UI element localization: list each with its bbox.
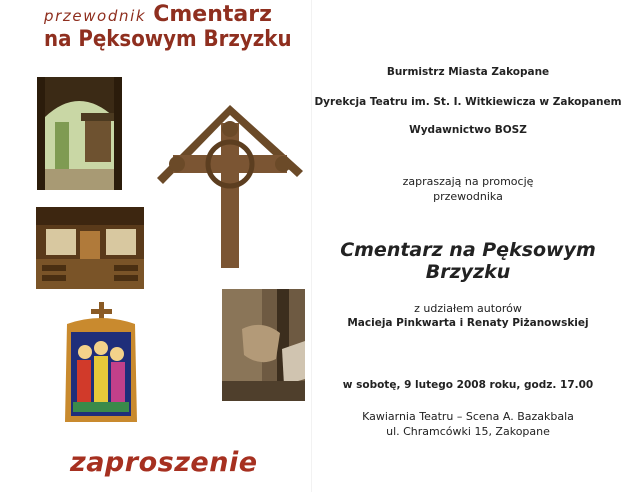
authors-intro: z udziałem autorów: [414, 302, 522, 315]
carving-photo: [222, 289, 305, 401]
host-theatre: Dyrekcja Teatru im. St. I. Witkiewicza w Zakopanem: [314, 96, 622, 108]
invitation-word: zaproszenie: [70, 447, 258, 478]
cover-title-small: przewodnik: [44, 7, 147, 25]
invite-line-1: zapraszają na promocję: [402, 175, 534, 188]
wooden-cross-photo: [155, 103, 305, 268]
event-venue: Kawiarnia Teatru – Scena A. Bazakbala: [362, 410, 574, 423]
event-datetime: w sobotę, 9 lutego 2008 roku, godz. 17.00: [342, 379, 594, 391]
gate-photo: [37, 77, 122, 190]
event-address: ul. Chramcówki 15, Zakopane: [386, 425, 550, 438]
book-title: Cmentarz na Pęksowym Brzyzku: [340, 239, 596, 283]
host-publisher: Wydawnictwo BOSZ: [409, 124, 527, 136]
chapel-interior-photo: [36, 207, 144, 289]
invite-line-2: przewodnika: [433, 190, 503, 203]
cover-title-line2: na Pęksowym Brzyzku: [44, 27, 292, 52]
host-mayor: Burmistrz Miasta Zakopane: [386, 66, 550, 78]
invitation-panel: [312, 0, 624, 492]
glass-icon-painting: [57, 300, 145, 428]
cover-title-big: Cmentarz: [153, 2, 272, 27]
cover-title-line1: [44, 2, 272, 27]
authors-names: Macieja Pinkwarta i Renaty Piżanowskiej: [347, 317, 589, 329]
